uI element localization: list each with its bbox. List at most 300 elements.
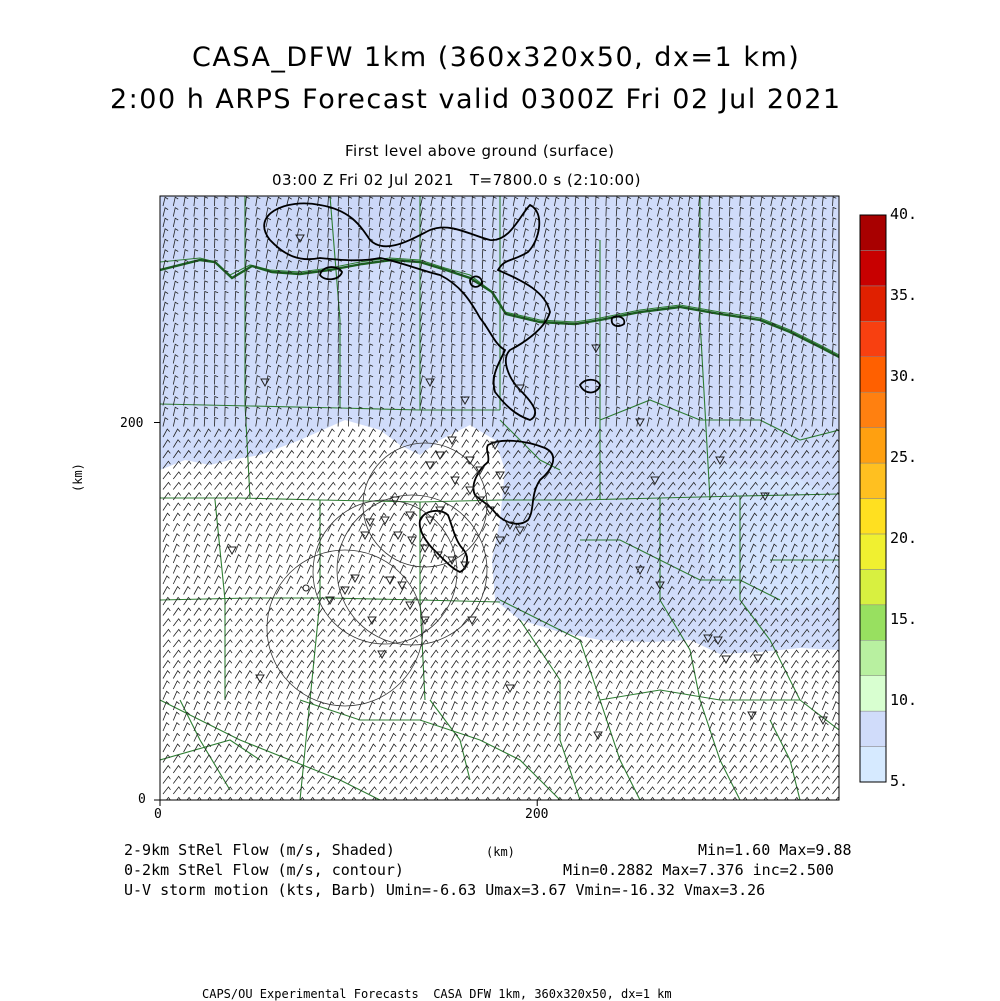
barb-2913 [256,661,263,669]
barb-3159 [750,691,756,699]
barb-3754 [760,787,768,794]
colorbar-label-2: 15. [890,610,918,628]
barb-3421 [730,733,736,741]
barb-3433 [173,744,180,752]
barb-3043 [235,681,242,689]
barb-3224 [740,702,746,710]
contour-stats: Min=0.2882 Max=7.376 inc=2.500 [563,861,834,879]
barb-1739 [400,472,408,479]
barb-1937 [400,503,407,511]
barb-2960 [740,661,747,669]
barb-3009 [565,671,572,679]
barb-1534 [328,440,335,448]
barb-2059 [297,524,304,532]
barb-2403 [441,576,447,584]
barb-3354 [719,723,725,731]
barb-1994 [307,513,314,521]
barb-3151 [668,691,674,699]
barb-3777 [318,797,326,804]
barb-3023 [709,671,716,679]
barb-2464 [390,587,397,595]
barb-2330 [369,565,375,573]
barb-3164 [802,691,808,699]
barb-3469 [544,744,551,752]
barb-3443 [276,744,283,752]
barb-3174 [225,702,231,710]
barb-3125 [400,691,406,699]
barb-3094 [760,681,767,689]
barb-3382 [328,733,334,741]
barb-2839 [173,650,180,657]
barb-3752 [740,787,748,794]
barb-3210 [596,702,602,710]
colorbar-segment-6 [860,534,886,569]
barb-3407 [585,733,591,741]
barb-2977 [235,671,242,679]
barb-3213 [627,702,633,710]
barb-3483 [688,744,695,752]
barb-2740 [513,629,521,636]
barb-3303 [194,723,200,731]
barb-1854 [225,493,232,500]
subtitle-level: First level above ground (surface) [345,142,615,160]
barb-3506 [245,755,252,763]
barb-1861 [297,493,304,500]
barb-2002 [390,513,397,521]
barb-2706 [163,629,171,636]
barb-1918 [204,503,211,511]
barb-3197 [462,702,468,710]
barb-2463 [379,587,386,595]
barb-3039 [194,681,201,689]
barb-3799 [544,797,552,804]
barb-2965 [791,661,798,669]
barb-2323 [297,565,303,573]
barb-2118 [225,534,231,542]
barb-2328 [348,565,354,573]
barb-1850 [184,493,191,500]
barb-1788 [225,482,233,489]
barb-3746 [678,787,686,794]
barb-3284 [678,712,684,720]
barb-2400 [410,576,416,584]
barb-2047 [173,524,180,532]
barb-3233 [833,702,839,710]
barb-2987 [338,671,345,679]
barb-2914 [266,661,273,669]
barb-2313 [194,565,200,573]
barb-2778 [225,640,233,647]
barb-2405 [462,576,468,584]
barb-3229 [791,702,797,710]
barb-2602 [451,608,458,615]
barb-2909 [215,661,222,669]
barb-3216 [657,702,663,710]
barb-1980 [163,513,170,521]
barb-3801 [565,797,573,804]
barb-3418 [699,733,705,741]
barb-1607 [400,451,407,458]
barb-1983 [194,513,201,521]
barb-2863 [421,650,428,657]
barb-2844 [225,650,232,657]
barb-3113 [276,691,282,699]
barb-3606 [596,766,603,773]
barb-1665 [318,461,325,468]
barb-2383 [235,576,241,584]
barb-2268 [410,555,416,563]
barb-1744 [451,472,459,479]
barb-2664 [410,619,417,626]
barb-3739 [606,787,614,794]
barb-3423 [750,733,756,741]
barb-3204 [534,702,540,710]
barb-3573 [256,766,263,773]
barb-2841 [194,650,201,657]
barb-2247 [194,555,200,563]
barb-3239 [215,712,221,720]
barb-3146 [616,691,622,699]
barb-3392 [431,733,437,741]
barb-2773 [173,640,181,647]
barb-3093 [750,681,757,689]
barb-3266 [493,712,499,720]
barb-2460 [348,587,355,595]
barb-2588 [307,608,314,615]
barb-3077 [585,681,592,689]
colorbar-segment-1 [860,711,886,746]
barb-3477 [627,744,634,752]
barb-3315 [318,723,324,731]
barb-1547 [462,440,469,448]
barb-2776 [204,640,212,647]
barb-3656 [431,776,438,783]
barb-2967 [812,661,819,669]
barb-2784 [287,640,295,647]
barb-3296 [802,712,808,720]
barb-1799 [338,482,346,489]
barb-2180 [184,544,190,552]
barb-3401 [524,733,530,741]
barb-1674 [410,461,417,468]
barb-2926 [390,661,397,669]
barb-3478 [637,744,644,752]
barb-3024 [719,671,726,679]
barb-3552 [719,755,726,763]
barb-2811 [565,640,573,647]
station-marker-25 [406,602,414,609]
barb-2472 [472,587,479,595]
barb-3501 [194,755,201,763]
barb-3598 [513,766,520,773]
barb-3783 [379,797,387,804]
barb-2123 [276,534,282,542]
barb-3679 [668,776,675,783]
barb-3621 [750,766,757,773]
barb-1867 [359,493,366,500]
barb-3513 [318,755,325,763]
barb-3324 [410,723,416,731]
barb-3536 [554,755,561,763]
barb-3223 [730,702,736,710]
barb-3531 [503,755,510,763]
barb-2574 [163,608,170,615]
barb-2661 [379,619,386,626]
barb-3732 [534,787,542,794]
barb-2816 [616,640,624,647]
barb-2884 [637,650,644,657]
barb-2198 [369,544,375,552]
barb-3203 [524,702,530,710]
barb-1989 [256,513,263,521]
barb-2249 [215,555,221,563]
barb-3167 [833,691,839,699]
barb-3286 [699,712,705,720]
barb-3539 [585,755,592,763]
barb-3115 [297,691,303,699]
barb-3755 [771,787,779,794]
barb-2920 [328,661,335,669]
barb-2189 [276,544,282,552]
x-tick-200: 200 [525,807,549,822]
barb-3033 [812,671,819,679]
barb-3263 [462,712,468,720]
barb-3274 [575,712,581,720]
barb-2948 [616,661,623,669]
barb-1939 [421,503,428,511]
barb-2806 [513,640,521,647]
barb-3826 [822,797,830,804]
barb-3758 [802,787,810,794]
barb-2975 [215,671,222,679]
barb-1721 [215,472,223,479]
barb-3088 [699,681,706,689]
barb-3700 [204,787,212,794]
barb-3208 [575,702,581,710]
barb-3171 [194,702,200,710]
barb-3026 [740,671,747,679]
barb-1539 [379,440,386,448]
barb-2471 [462,587,469,595]
barb-3696 [163,787,171,794]
barb-3056 [369,681,376,689]
barb-3368 [184,733,190,741]
barb-3487 [730,744,737,752]
barb-3301 [173,723,179,731]
barb-3302 [184,723,190,731]
barb-3435 [194,744,201,752]
colorbar-segment-11 [860,357,886,392]
barb-3330 [472,723,478,731]
barb-3727 [482,787,490,794]
barb-3294 [781,712,787,720]
barb-3300 [163,723,169,731]
barb-3249 [318,712,324,720]
barb-3624 [781,766,788,773]
barb-1538 [369,440,376,448]
barb-3351 [688,723,694,731]
barb-3177 [256,702,262,710]
barb-3278 [616,712,622,720]
barb-2331 [379,565,385,573]
barb-3420 [719,733,725,741]
barb-3332 [493,723,499,731]
barb-3389 [400,733,406,741]
barb-3001 [482,671,489,679]
barb-3104 [184,691,190,699]
barb-3786 [410,797,418,804]
barb-3572 [245,766,252,773]
barb-2713 [235,629,243,636]
barb-1735 [359,472,367,479]
barb-2737 [482,629,490,636]
barb-1596 [287,451,294,458]
barb-3090 [719,681,726,689]
barb-2315 [215,565,221,573]
barb-3046 [266,681,273,689]
barb-2640 [163,619,170,626]
barb-2866 [451,650,458,657]
barb-3614 [678,766,685,773]
barb-3771 [256,797,264,804]
barb-3824 [802,797,810,804]
barb-3457 [421,744,428,752]
barb-3703 [235,787,243,794]
barb-2453 [276,587,283,595]
barb-3455 [400,744,407,752]
barb-3103 [173,691,179,699]
barb-1482 [472,429,479,437]
barb-3321 [379,723,385,731]
barb-3235 [173,712,179,720]
station-marker-34 [448,437,456,444]
barb-3256 [390,712,396,720]
barb-1603 [359,451,366,458]
barb-2878 [575,650,582,657]
barb-3318 [348,723,354,731]
barb-2070 [410,524,417,532]
barb-2112 [163,534,169,542]
barb-3087 [688,681,695,689]
barb-3362 [802,723,808,731]
barb-2310 [163,565,169,573]
barb-2380 [204,576,210,584]
barb-3112 [266,691,272,699]
barb-2777 [215,640,223,647]
barb-3549 [688,755,695,763]
barb-3725 [462,787,470,794]
barb-2321 [276,565,282,573]
barb-3468 [534,744,541,752]
barb-2780 [245,640,253,647]
barb-3133 [482,691,488,699]
barb-3403 [544,733,550,741]
barb-1595 [276,451,283,458]
barb-1933 [359,503,366,511]
barb-2978 [245,671,252,679]
barb-3293 [771,712,777,720]
barb-3512 [307,755,314,763]
barb-3255 [379,712,385,720]
barb-3781 [359,797,367,804]
barb-3769 [235,797,243,804]
barb-2274 [472,555,478,563]
barb-2989 [359,671,366,679]
barb-3268 [513,712,519,720]
station-marker-21 [378,651,386,658]
barb-3605 [585,766,592,773]
barb-2869 [482,650,489,657]
barb-3504 [225,755,232,763]
barb-1792 [266,482,274,489]
station-marker-50 [361,532,369,539]
barb-1802 [369,482,377,489]
barb-1877 [462,493,469,500]
barb-1740 [410,472,418,479]
barb-2796 [410,640,418,647]
barb-3257 [400,712,406,720]
barb-2593 [359,608,366,615]
barb-2057 [276,524,283,532]
barb-3622 [760,766,767,773]
barb-3320 [369,723,375,731]
barb-2890 [699,650,706,657]
barb-1925 [276,503,283,511]
colorbar [860,215,886,782]
barb-1936 [390,503,397,511]
barb-2873 [524,650,531,657]
barb-3721 [421,787,429,794]
barb-3063 [441,681,448,689]
barb-3064 [451,681,458,689]
colorbar-label-7: 40. [890,205,918,223]
barb-2580 [225,608,232,615]
barb-3136 [513,691,519,699]
barb-3306 [225,723,231,731]
barb-3592 [451,766,458,773]
barb-3558 [781,755,788,763]
barb-3451 [359,744,366,752]
barb-3003 [503,671,510,679]
barb-1851 [194,493,201,500]
barb-1743 [441,472,449,479]
barb-2710 [204,629,212,636]
barb-2911 [235,661,242,669]
barb-3138 [534,691,540,699]
barb-2779 [235,640,243,647]
barb-2254 [266,555,272,563]
y-tick-200: 200 [120,416,144,431]
barb-3021 [688,671,695,679]
barb-2064 [348,524,355,532]
barb-2597 [400,608,407,615]
barb-3816 [719,797,727,804]
barb-3047 [276,681,283,689]
barb-3179 [276,702,282,710]
barb-3680 [678,776,685,783]
barb-3160 [760,691,766,699]
barb-2930 [431,661,438,669]
barb-2467 [421,587,428,595]
colorbar-label-5: 30. [890,367,918,385]
barb-3426 [781,733,787,741]
barb-3000 [472,671,479,679]
barb-3722 [431,787,439,794]
barb-2509 [173,597,180,605]
barb-2319 [256,565,262,573]
barb-3096 [781,681,788,689]
barb-1679 [462,461,469,468]
